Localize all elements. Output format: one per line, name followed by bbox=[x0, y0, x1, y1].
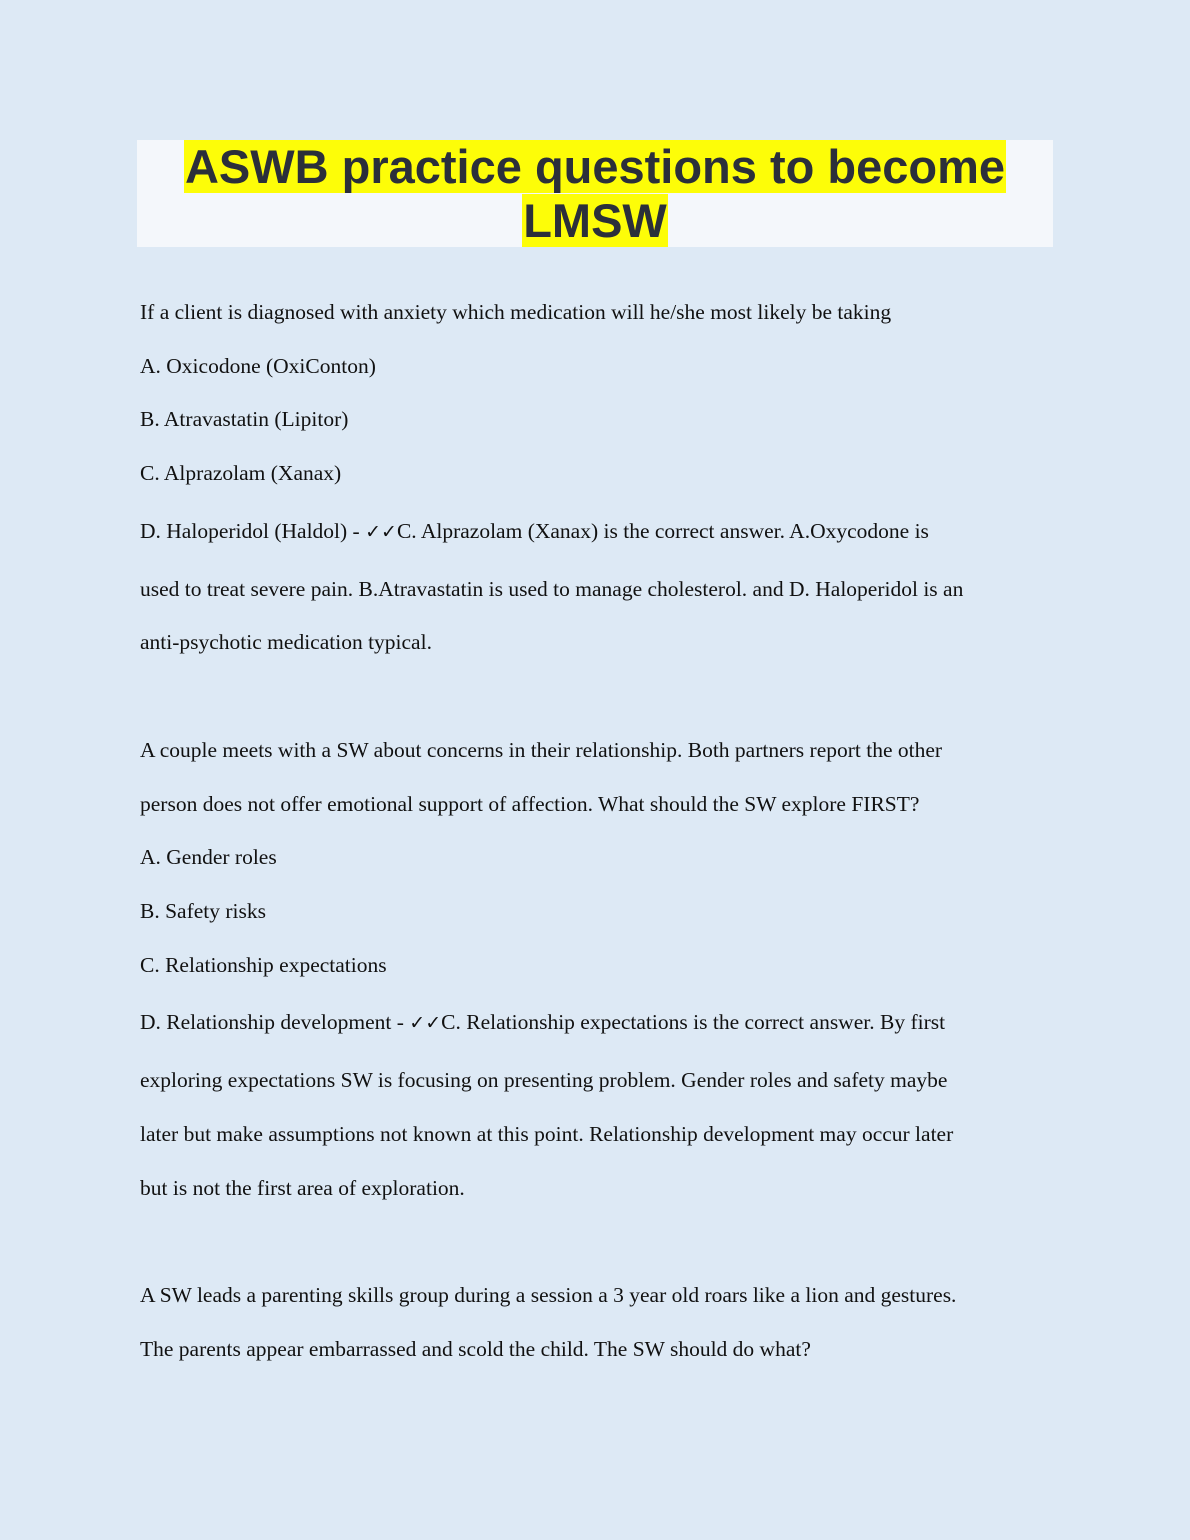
question-2-option-d: D. Relationship development - bbox=[140, 1010, 410, 1034]
question-3-stem-line-1: A SW leads a parenting skills group during a session a 3 year old roars like a lion and gestures. bbox=[140, 1283, 957, 1307]
question-1-option-a: A. Oxicodone (OxiConton) bbox=[140, 354, 376, 378]
question-2-option-b: B. Safety risks bbox=[140, 899, 267, 923]
check-mark-icon: ✓✓ bbox=[365, 521, 397, 543]
document-title bbox=[137, 140, 1053, 247]
question-2-option-d-line bbox=[140, 1010, 945, 1035]
question-2-answer-line-2: exploring expectations SW is focusing on presenting problem. Gender roles and safety maybe bbox=[140, 1068, 948, 1092]
question-2-option-c: C. Relationship expectations bbox=[140, 953, 387, 977]
question-1-answer-line-1: C. Alprazolam (Xanax) is the correct answer. A.Oxycodone is bbox=[396, 519, 929, 543]
question-1-option-d-line bbox=[140, 519, 929, 544]
question-2-option-a: A. Gender roles bbox=[140, 845, 277, 869]
title-line-2: LMSW bbox=[523, 194, 667, 247]
title-line-1: ASWB practice questions to become bbox=[184, 140, 1006, 193]
question-1-option-d: D. Haloperidol (Haldol) - bbox=[140, 519, 366, 543]
question-2-stem-line-1: A couple meets with a SW about concerns in their relationship. Both partners report the other bbox=[140, 738, 943, 762]
question-2-stem-line-2: person does not offer emotional support of affection. What should the SW explore FIRST? bbox=[140, 792, 920, 816]
question-3-stem-line-2: The parents appear embarrassed and scold the child. The SW should do what? bbox=[140, 1337, 811, 1361]
question-2-answer-line-3: later but make assumptions not known at this point. Relationship development may occur later bbox=[140, 1122, 954, 1146]
question-1-answer-line-2: used to treat severe pain. B.Atravastatin is used to manage cholesterol. and D. Haloperidol is an bbox=[140, 577, 964, 601]
question-1-option-b: B. Atravastatin (Lipitor) bbox=[140, 407, 349, 431]
question-1-option-c: C. Alprazolam (Xanax) bbox=[140, 461, 342, 485]
question-1-answer-line-3: anti-psychotic medication typical. bbox=[140, 630, 432, 654]
question-1-stem: If a client is diagnosed with anxiety which medication will he/she most likely be taking bbox=[140, 300, 892, 324]
question-2-answer-line-1: C. Relationship expectations is the correct answer. By first bbox=[441, 1010, 946, 1034]
check-mark-icon: ✓✓ bbox=[409, 1012, 442, 1034]
question-2-answer-line-4: but is not the first area of exploration. bbox=[140, 1176, 465, 1200]
